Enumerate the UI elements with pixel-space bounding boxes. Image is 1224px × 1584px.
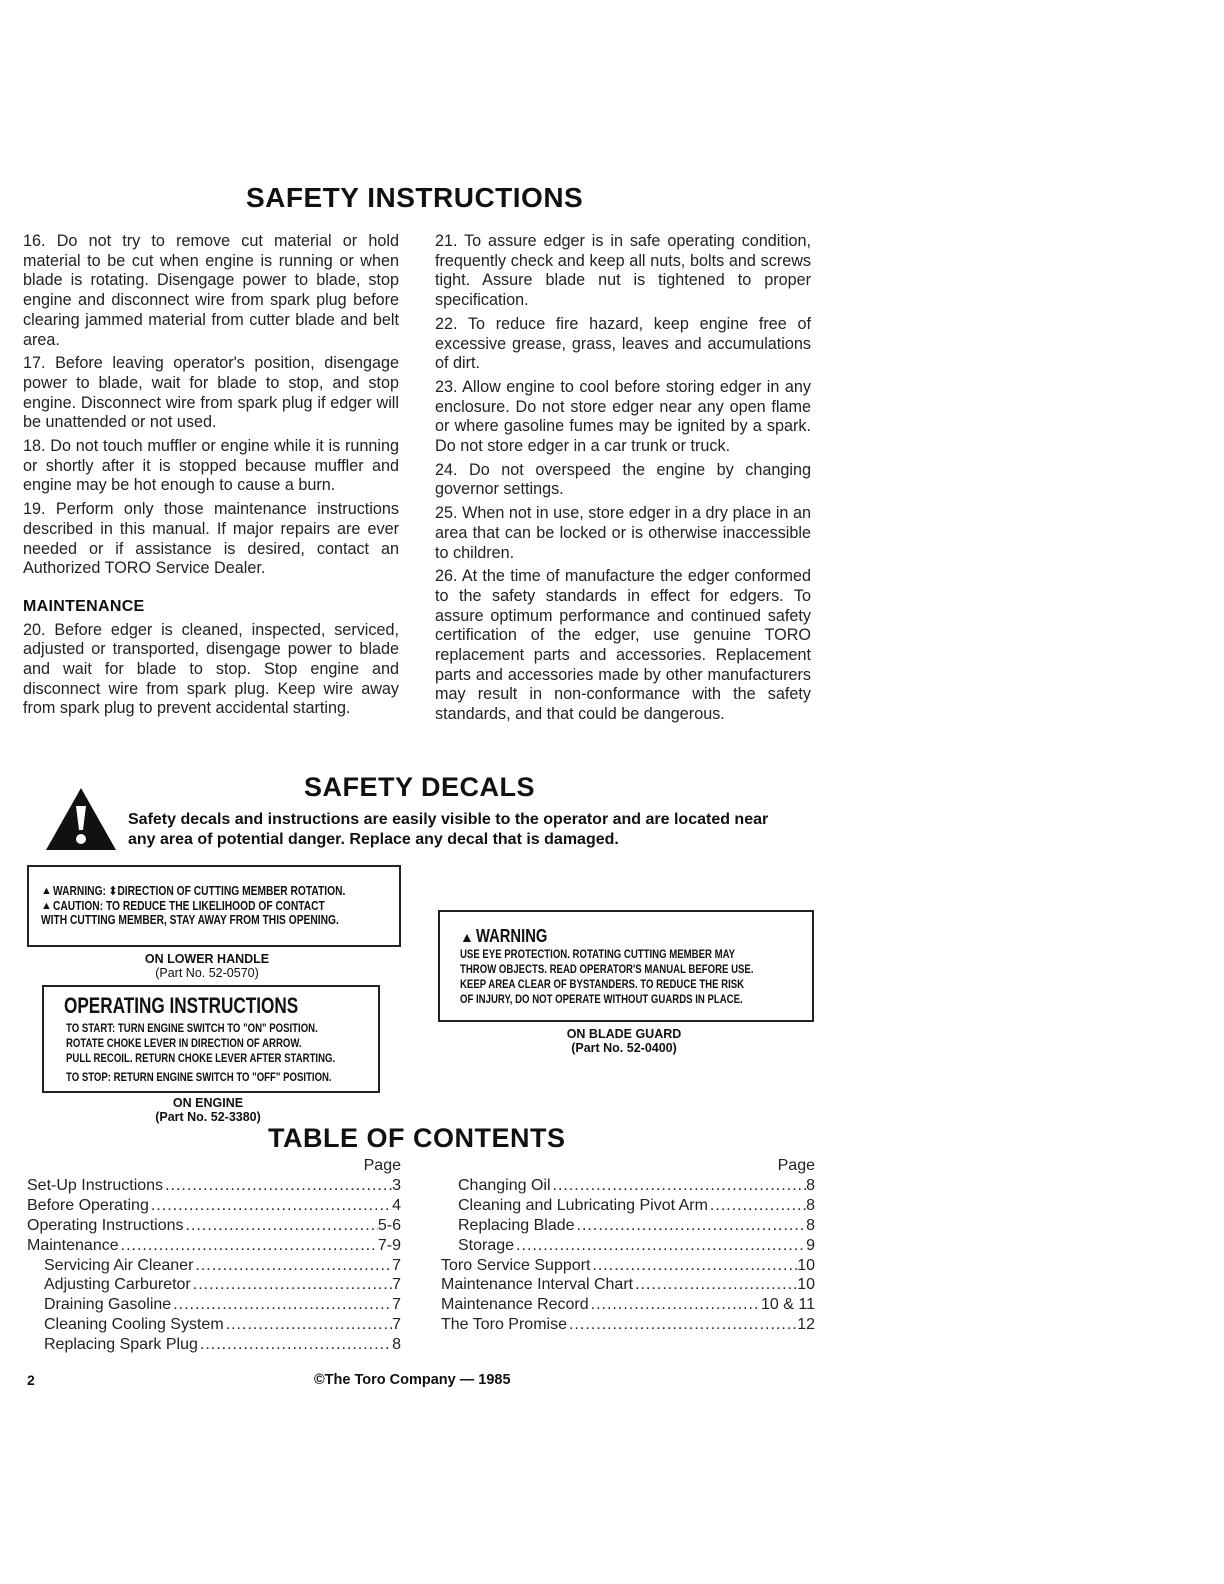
decal-engine-caption	[108, 1096, 308, 1124]
toc-entry-title: Replacing Blade	[458, 1216, 575, 1234]
maintenance-heading: MAINTENANCE	[23, 597, 145, 615]
decal-engine-title: OPERATING INSTRUCTIONS	[64, 993, 299, 1018]
toc-entry[interactable]	[441, 1216, 815, 1236]
safety-item-18: 18. Do not touch muffler or engine while it is running or shortly after it is stopped because muffler and engine may be hot enough to cause a burn.	[23, 437, 399, 495]
decal-guard-line1: USE EYE PROTECTION. ROTATING CUTTING MEMBER MAY	[460, 947, 736, 961]
toc-entry-title: Adjusting Carburetor	[44, 1276, 191, 1294]
toc-entry[interactable]	[27, 1256, 401, 1276]
decal-lower-handle	[27, 865, 401, 947]
toc-entry-title: Replacing Spark Plug	[44, 1336, 198, 1354]
warning-small-icon: ▲	[41, 884, 52, 897]
safety-item-24: 24. Do not overspeed the engine by changing governor settings.	[435, 460, 811, 499]
safety-decals-intro: Safety decals and instructions are easily visible to the operator and are located near any area of potential danger. Replace any decal that is damaged.	[128, 811, 769, 848]
decal-engine	[42, 985, 380, 1093]
caption-location: ON BLADE GUARD	[566, 1027, 682, 1041]
toc-entry-page: 7	[392, 1296, 401, 1314]
toc-entry-title: Before Operating	[27, 1196, 149, 1214]
decal-guard-line4: OF INJURY, DO NOT OPERATE WITHOUT GUARDS IN PLACE.	[460, 992, 743, 1006]
toc-entry-title: Maintenance Record	[441, 1296, 589, 1314]
toc-entry-page: 7-9	[377, 1236, 401, 1254]
toc-entry-title: The Toro Promise	[441, 1316, 567, 1334]
toc-entry-page: 8	[392, 1336, 401, 1354]
copyright: ©The Toro Company — 1985	[314, 1372, 511, 1388]
safety-item-23: 23. Allow engine to cool before storing edger in any enclosure. Do not store edger near any open flame or where gasoline fumes may be ignited by a spark. Do not store edger in a car trunk or truck.	[435, 377, 811, 456]
toc-right	[441, 1156, 815, 1335]
toc-entry-title: Storage	[458, 1236, 515, 1254]
toc-page-label-left: Page	[363, 1157, 401, 1174]
toc-entry[interactable]	[27, 1196, 401, 1216]
decal-guard-title: WARNING	[475, 926, 548, 946]
toc-heading: TABLE OF CONTENTS	[268, 1123, 566, 1153]
toc-entry-page: 8	[806, 1196, 815, 1214]
toc-entry[interactable]	[441, 1315, 815, 1335]
warning-small-icon: ▲	[41, 900, 52, 912]
toc-entry-page: 10	[797, 1256, 815, 1274]
decal-handle-line3: WITH CUTTING MEMBER, STAY AWAY FROM THIS OPENING.	[41, 913, 339, 927]
toc-entry-page: 5-6	[377, 1216, 401, 1234]
toc-entry[interactable]	[27, 1275, 401, 1295]
safety-item-25: 25. When not in use, store edger in a dry place in an area that can be locked or is otherwise inaccessible to children.	[435, 504, 811, 562]
safety-item-20: 20. Before edger is cleaned, inspected, serviced, adjusted or transported, disengage power to blade and wait for blade to stop. Stop engine and disconnect wire from spark plug. Keep wire away from spark plug to prevent accidental starting.	[23, 620, 399, 718]
toc-entry[interactable]	[441, 1275, 815, 1295]
toc-entry[interactable]	[441, 1236, 815, 1256]
toc-entry[interactable]	[27, 1216, 401, 1236]
toc-entry[interactable]	[27, 1335, 401, 1355]
decal-lower-handle-caption	[107, 952, 307, 980]
toc-entry-title: Changing Oil	[458, 1176, 551, 1194]
toc-entry-title: Draining Gasoline	[44, 1296, 172, 1314]
toc-entry-page: 7	[392, 1256, 401, 1274]
toc-entry-page: 7	[392, 1276, 401, 1294]
toc-entry[interactable]	[441, 1176, 815, 1196]
safety-decals-heading: SAFETY DECALS	[304, 772, 536, 802]
toc-entry-title: Maintenance	[27, 1236, 119, 1254]
toc-entry-title: Cleaning Cooling System	[44, 1316, 224, 1334]
toc-entry-page: 12	[797, 1316, 815, 1334]
toc-entry-page: 8	[806, 1216, 815, 1234]
toc-entry-title: Set-Up Instructions	[27, 1176, 164, 1194]
toc-entry[interactable]	[441, 1256, 815, 1276]
toc-entry-title: Servicing Air Cleaner	[44, 1256, 194, 1274]
decal-engine-line3: PULL RECOIL. RETURN CHOKE LEVER AFTER STARTING.	[66, 1051, 336, 1065]
decal-lower-handle-text	[41, 883, 409, 927]
toc-entry-page: 8	[806, 1176, 815, 1194]
toc-entry-title: Toro Service Support	[441, 1256, 591, 1274]
page-title: SAFETY INSTRUCTIONS	[246, 182, 584, 213]
toc-entry[interactable]	[441, 1196, 815, 1216]
toc-entry-title: Operating Instructions	[27, 1216, 184, 1234]
decal-guard-line3: KEEP AREA CLEAR OF BYSTANDERS. TO REDUCE THE RISK	[460, 977, 745, 991]
safety-item-16: 16. Do not try to remove cut material or hold material to be cut when engine is running or when blade is rotating. Disengage power to blade, stop engine and disconnect wire from spark plug before clearing jammed material from cutter blade and belt area.	[23, 232, 399, 349]
warning-triangle-icon	[44, 786, 118, 852]
safety-item-22: 22. To reduce fire hazard, keep engine free of excessive grease, grass, leaves and accumulations of dirt.	[435, 314, 811, 373]
left-column	[23, 232, 399, 723]
decal-blade-guard-caption	[524, 1027, 724, 1055]
toc-entry-title: Maintenance Interval Chart	[441, 1276, 634, 1294]
toc-entry-page: 10 & 11	[761, 1296, 815, 1314]
caption-location: ON ENGINE	[172, 1096, 244, 1110]
page-number: 2	[27, 1372, 35, 1388]
right-column	[435, 232, 811, 729]
decal-handle-line2: CAUTION: TO REDUCE THE LIKELIHOOD OF CONTACT	[52, 899, 325, 913]
toc-entry[interactable]	[441, 1295, 815, 1315]
toc-left	[27, 1156, 401, 1355]
caption-part-number: (Part No. 52-3380)	[155, 1110, 261, 1124]
toc-entry[interactable]	[27, 1295, 401, 1315]
toc-entry-page: 9	[806, 1236, 815, 1254]
decal-engine-line1: TO START: TURN ENGINE SWITCH TO "ON" POSITION.	[66, 1021, 318, 1035]
toc-entry[interactable]	[27, 1315, 401, 1335]
toc-entry-page: 7	[392, 1316, 401, 1334]
toc-entry[interactable]	[27, 1236, 401, 1256]
toc-page-label-right: Page	[777, 1157, 815, 1174]
toc-entry-page: 4	[392, 1196, 401, 1214]
decal-engine-line2: ROTATE CHOKE LEVER IN DIRECTION OF ARROW.	[66, 1036, 302, 1050]
caption-location: ON LOWER HANDLE	[144, 952, 270, 966]
safety-item-26: 26. At the time of manufacture the edger conformed to the safety standards in effect for edgers. To assure optimum performance and continued safety certification of the edger, use genuine TORO replacement parts and accessories. Replacement parts and accessories made by other manufacturers may result in non-conformance with the safety standards, and that could be dangerous.	[435, 567, 811, 724]
toc-entry-page: 10	[797, 1276, 815, 1294]
safety-item-21: 21. To assure edger is in safe operating condition, frequently check and keep all nuts, bolts and screws tight. Assure blade nut is tightened to proper specification.	[435, 232, 811, 310]
decal-blade-guard	[438, 910, 814, 1022]
caption-part-number: (Part No. 52-0570)	[155, 966, 259, 980]
toc-entry-title: Cleaning and Lubricating Pivot Arm	[458, 1196, 708, 1214]
decal-guard-line2: THROW OBJECTS. READ OPERATOR'S MANUAL BEFORE USE.	[460, 962, 754, 976]
decal-engine-line4: TO STOP: RETURN ENGINE SWITCH TO "OFF" POSITION.	[66, 1070, 332, 1084]
warning-small-icon: ▲	[460, 928, 474, 945]
safety-item-19: 19. Perform only those maintenance instructions described in this manual. If major repairs are ever needed or if assistance is desired, contact an Authorized TORO Service Dealer.	[23, 500, 399, 578]
decal-handle-line1: WARNING: ⬍DIRECTION OF CUTTING MEMBER ROTATION.	[52, 884, 346, 898]
toc-entry[interactable]	[27, 1176, 401, 1196]
caption-part-number: (Part No. 52-0400)	[571, 1041, 677, 1055]
safety-item-17: 17. Before leaving operator's position, disengage power to blade, wait for blade to stop, and stop engine. Disconnect wire from spark plug if edger will be unattended or not used.	[23, 354, 399, 432]
toc-entry-page: 3	[392, 1176, 401, 1194]
